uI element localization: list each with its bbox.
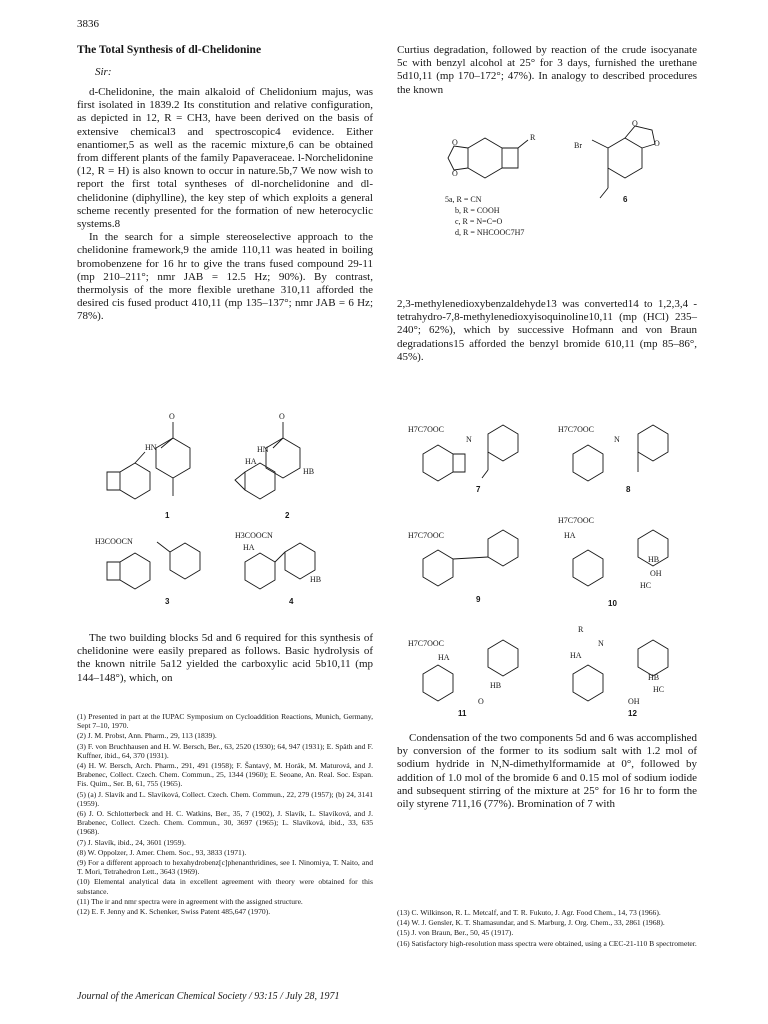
svg-text:OH: OH: [628, 697, 640, 706]
svg-text:H7C7OOC: H7C7OOC: [408, 531, 445, 540]
structure-9: [408, 530, 518, 586]
structures-7-12: [408, 390, 708, 720]
svg-text:HA: HA: [243, 543, 255, 552]
structure-4: [235, 531, 321, 589]
svg-text:12: 12: [628, 709, 637, 718]
footnote: (2) J. M. Probst, Ann. Pharm., 29, 113 (1839).: [77, 731, 217, 741]
structure-7: [408, 425, 518, 481]
footnote: (10) Elemental analytical data in excellent agreement with theory were obtained for this substance.: [77, 877, 373, 896]
paragraph: d-Chelidonine, the main alkaloid of Chelidonium majus, was first isolated in 1839.2 Its constitution and relative configuration, as depicted in 12, R = CH3, have been derived on the basis of extensive chemical3 and spectroscopic4 evidence. Either enantiomer,5 as well as the racemic mixture,6 can be obtained from different plants of the family Papaveraceae. l-Norchelidonine (12, R = H) is also known to occur in nature.5b,7 We now wish to report the first total syntheses of dl-norchelidonine and dl-chelidonine (diphylline), the key step of which exploits a general scheme recently presented for the formation of new heterocyclic systems.8: [77, 86, 373, 231]
svg-text:O: O: [632, 119, 638, 128]
footnote: (9) For a different approach to hexahydrobenz[c]phenanthridines, see I. Ninomiya, T. Naito, and T. Mori, Tetrahedron Lett., 3643 (1969).: [77, 858, 373, 877]
svg-text:c, R = N=C=O: c, R = N=C=O: [455, 217, 503, 226]
footnote: (11) The ir and nmr spectra were in agreement with the assigned structure.: [77, 896, 303, 906]
footnote: (3) F. von Bruchhausen and H. W. Bersch, Ber., 63, 2520 (1930); 64, 947 (1931); E. Späth and F. Kuffner, ibid., 64, 370 (1931).: [77, 741, 373, 760]
paragraph: Condensation of the two components 5d and 6 was accomplished by conversion of the former to its sodium salt with 1.2 mol of sodium hydride in N,N-dimethylformamide at 0°, followed by addition of 1.0 mol of the bromide 6 and 0.15 mol of sodium iodide and subsequent stirring of the mixture at 25° for 16 hr to form the oily styrene 711,16 (77%). Bromination of 7 with: [397, 732, 697, 811]
right-column: [397, 44, 697, 97]
svg-text:10: 10: [608, 599, 617, 608]
svg-text:O: O: [279, 412, 285, 421]
footnote: (4) H. W. Bersch, Arch. Pharm., 291, 491 (1958); F. Šantavý, M. Horák, M. Maturová, and J. Brabenec, Collect. Czech. Chem. Commun., 25, 1344 (1960); E. Seoane, An. Real. Soc. Espan. Fis. Quim., Ser. B, 61, 755 (1965).: [77, 761, 373, 789]
svg-text:7: 7: [476, 485, 481, 494]
svg-text:b, R = COOH: b, R = COOH: [455, 206, 500, 215]
svg-text:H3COOCN: H3COOCN: [95, 537, 133, 546]
structure-3: [95, 537, 200, 589]
footnote: (14) W. J. Gensler, K. T. Shamasundar, and S. Marburg, J. Org. Chem., 33, 2861 (1968).: [397, 918, 665, 928]
svg-text:O: O: [654, 139, 660, 148]
svg-text:d, R = NHCOOC7H7: d, R = NHCOOC7H7: [455, 228, 525, 237]
structures-1-4: [95, 408, 345, 608]
footnotes-right: [397, 908, 697, 949]
svg-text:HA: HA: [245, 457, 257, 466]
footnote: (6) J. O. Schlotterbeck and H. C. Watkins, Ber., 35, 7 (1902), J. Slavík, L. Slavíková, and J. Brabenec, Collect. Czech. Chem. Commun., 30, 3697 (1965); L. Slavíková, ibid., 33, 635 (1968).: [77, 809, 373, 837]
paragraph: Curtius degradation, followed by reaction of the crude isocyanate 5c with benzyl alcohol at 25° for 3 days, furnished the urethane 5d10,11 (mp 170–172°; 47%). In analogy to described procedures the known: [397, 44, 697, 96]
structure-6: [574, 119, 660, 198]
svg-text:HA: HA: [570, 651, 582, 660]
svg-text:O: O: [169, 412, 175, 421]
svg-text:HC: HC: [653, 685, 665, 694]
svg-text:HB: HB: [648, 555, 660, 564]
footnote: (12) E. F. Jenny and K. Schenker, Swiss Patent 485,647 (1970).: [77, 907, 271, 917]
right-column-3: [397, 732, 697, 811]
structure-8: [558, 425, 668, 481]
structure-12: [570, 625, 668, 706]
svg-text:HA: HA: [438, 653, 450, 662]
svg-text:8: 8: [626, 485, 631, 494]
structure-5: [448, 133, 536, 178]
footnotes-left: [77, 712, 373, 917]
svg-text:H3COOCN: H3COOCN: [235, 531, 273, 540]
page-number: 3836: [77, 18, 99, 30]
footnote: (7) J. Slavík, ibid., 24, 3601 (1959).: [77, 837, 186, 847]
svg-text:H7C7OOC: H7C7OOC: [558, 516, 595, 525]
svg-text:R: R: [578, 625, 584, 634]
svg-text:N: N: [598, 639, 604, 648]
salutation: Sir:: [95, 66, 112, 78]
footnote: (8) W. Oppolzer, J. Amer. Chem. Soc., 93, 3833 (1971).: [77, 847, 247, 857]
right-column-2: [397, 298, 697, 364]
paragraph: In the search for a simple stereoselective approach to the chelidonine framework,9 the amide 110,11 was heated in boiling bromobenzene for 16 hr to give the trans fused compound 29-11 (mp 210–211°; nmr JAB = 12.5 Hz; 90%). By contrast, thermolysis of the more flexible urethane 310,11 afforded the desired cis fused product 410,11 (mp 135–137°; nmr JAB = 6 Hz; 78%).: [77, 231, 373, 323]
structure-1: [107, 412, 190, 499]
svg-text:HN: HN: [257, 445, 269, 454]
svg-text:HC: HC: [640, 581, 652, 590]
footnote: (5) (a) J. Slavík and L. Slavíková, Collect. Czech. Chem. Commun., 22, 279 (1957); (b) 24, 3141 (1959).: [77, 789, 373, 808]
paragraph: 2,3-methylenedioxybenzaldehyde13 was converted14 to 1,2,3,4 - tetrahydro-7,8-methylenedioxyisoquinoline10,11 (mp (HCl) 235–240°; 62%), which by successive Hofmann and von Braun degradations15 afforded the benzyl bromide 610,11 (mp 85–86°, 45%).: [397, 298, 697, 363]
footnote: (13) C. Wilkinson, R. L. Metcalf, and T. R. Fukuto, J. Agr. Food Chem., 14, 73 (1966).: [397, 908, 661, 917]
svg-text:2: 2: [285, 511, 290, 520]
left-column: [77, 44, 373, 324]
svg-text:H7C7OOC: H7C7OOC: [558, 425, 595, 434]
svg-text:4: 4: [289, 597, 294, 606]
left-column-2: [77, 632, 373, 685]
svg-text:Br: Br: [574, 141, 582, 150]
svg-text:HB: HB: [310, 575, 322, 584]
article-title: The Total Synthesis of dl-Chelidonine: [77, 44, 262, 56]
svg-text:R: R: [530, 133, 536, 142]
svg-text:6: 6: [623, 195, 628, 204]
structures-5-6: [440, 118, 690, 268]
svg-text:H7C7OOC: H7C7OOC: [408, 639, 445, 648]
footnote: (1) Presented in part at the IUPAC Symposium on Cycloaddition Reactions, Munich, Germany, Sept 7–10, 1970.: [77, 712, 373, 731]
svg-text:O: O: [452, 138, 458, 147]
structure-11: [408, 639, 518, 706]
svg-text:9: 9: [476, 595, 481, 604]
svg-text:HB: HB: [303, 467, 315, 476]
journal-footer: Journal of the American Chemical Society / 93:15 / July 28, 1971: [77, 991, 340, 1002]
svg-text:HA: HA: [564, 531, 576, 540]
svg-text:O: O: [452, 169, 458, 178]
svg-text:N: N: [466, 435, 472, 444]
svg-text:O: O: [478, 697, 484, 706]
svg-text:3: 3: [165, 597, 170, 606]
svg-text:HB: HB: [648, 673, 660, 682]
svg-text:HN: HN: [145, 443, 157, 452]
footnote: (16) Satisfactory high-resolution mass spectra were obtained, using a CEC-21-110 B spectrometer.: [397, 938, 697, 948]
svg-text:5a, R = CN: 5a, R = CN: [445, 195, 482, 204]
structure-10: [558, 516, 668, 590]
paragraph: The two building blocks 5d and 6 required for this synthesis of chelidonine were easily prepared as follows. Basic hydrolysis of the known nitrile 5a12 yielded the carboxylic acid 5b10,11 (mp 144–148°), which, on: [77, 632, 373, 684]
svg-text:11: 11: [458, 709, 467, 718]
svg-text:N: N: [614, 435, 620, 444]
svg-text:HB: HB: [490, 681, 502, 690]
svg-text:OH: OH: [650, 569, 662, 578]
svg-text:H7C7OOC: H7C7OOC: [408, 425, 445, 434]
svg-text:1: 1: [165, 511, 170, 520]
structure-2: [235, 412, 314, 499]
footnote: (15) J. von Braun, Ber., 50, 45 (1917).: [397, 928, 514, 938]
